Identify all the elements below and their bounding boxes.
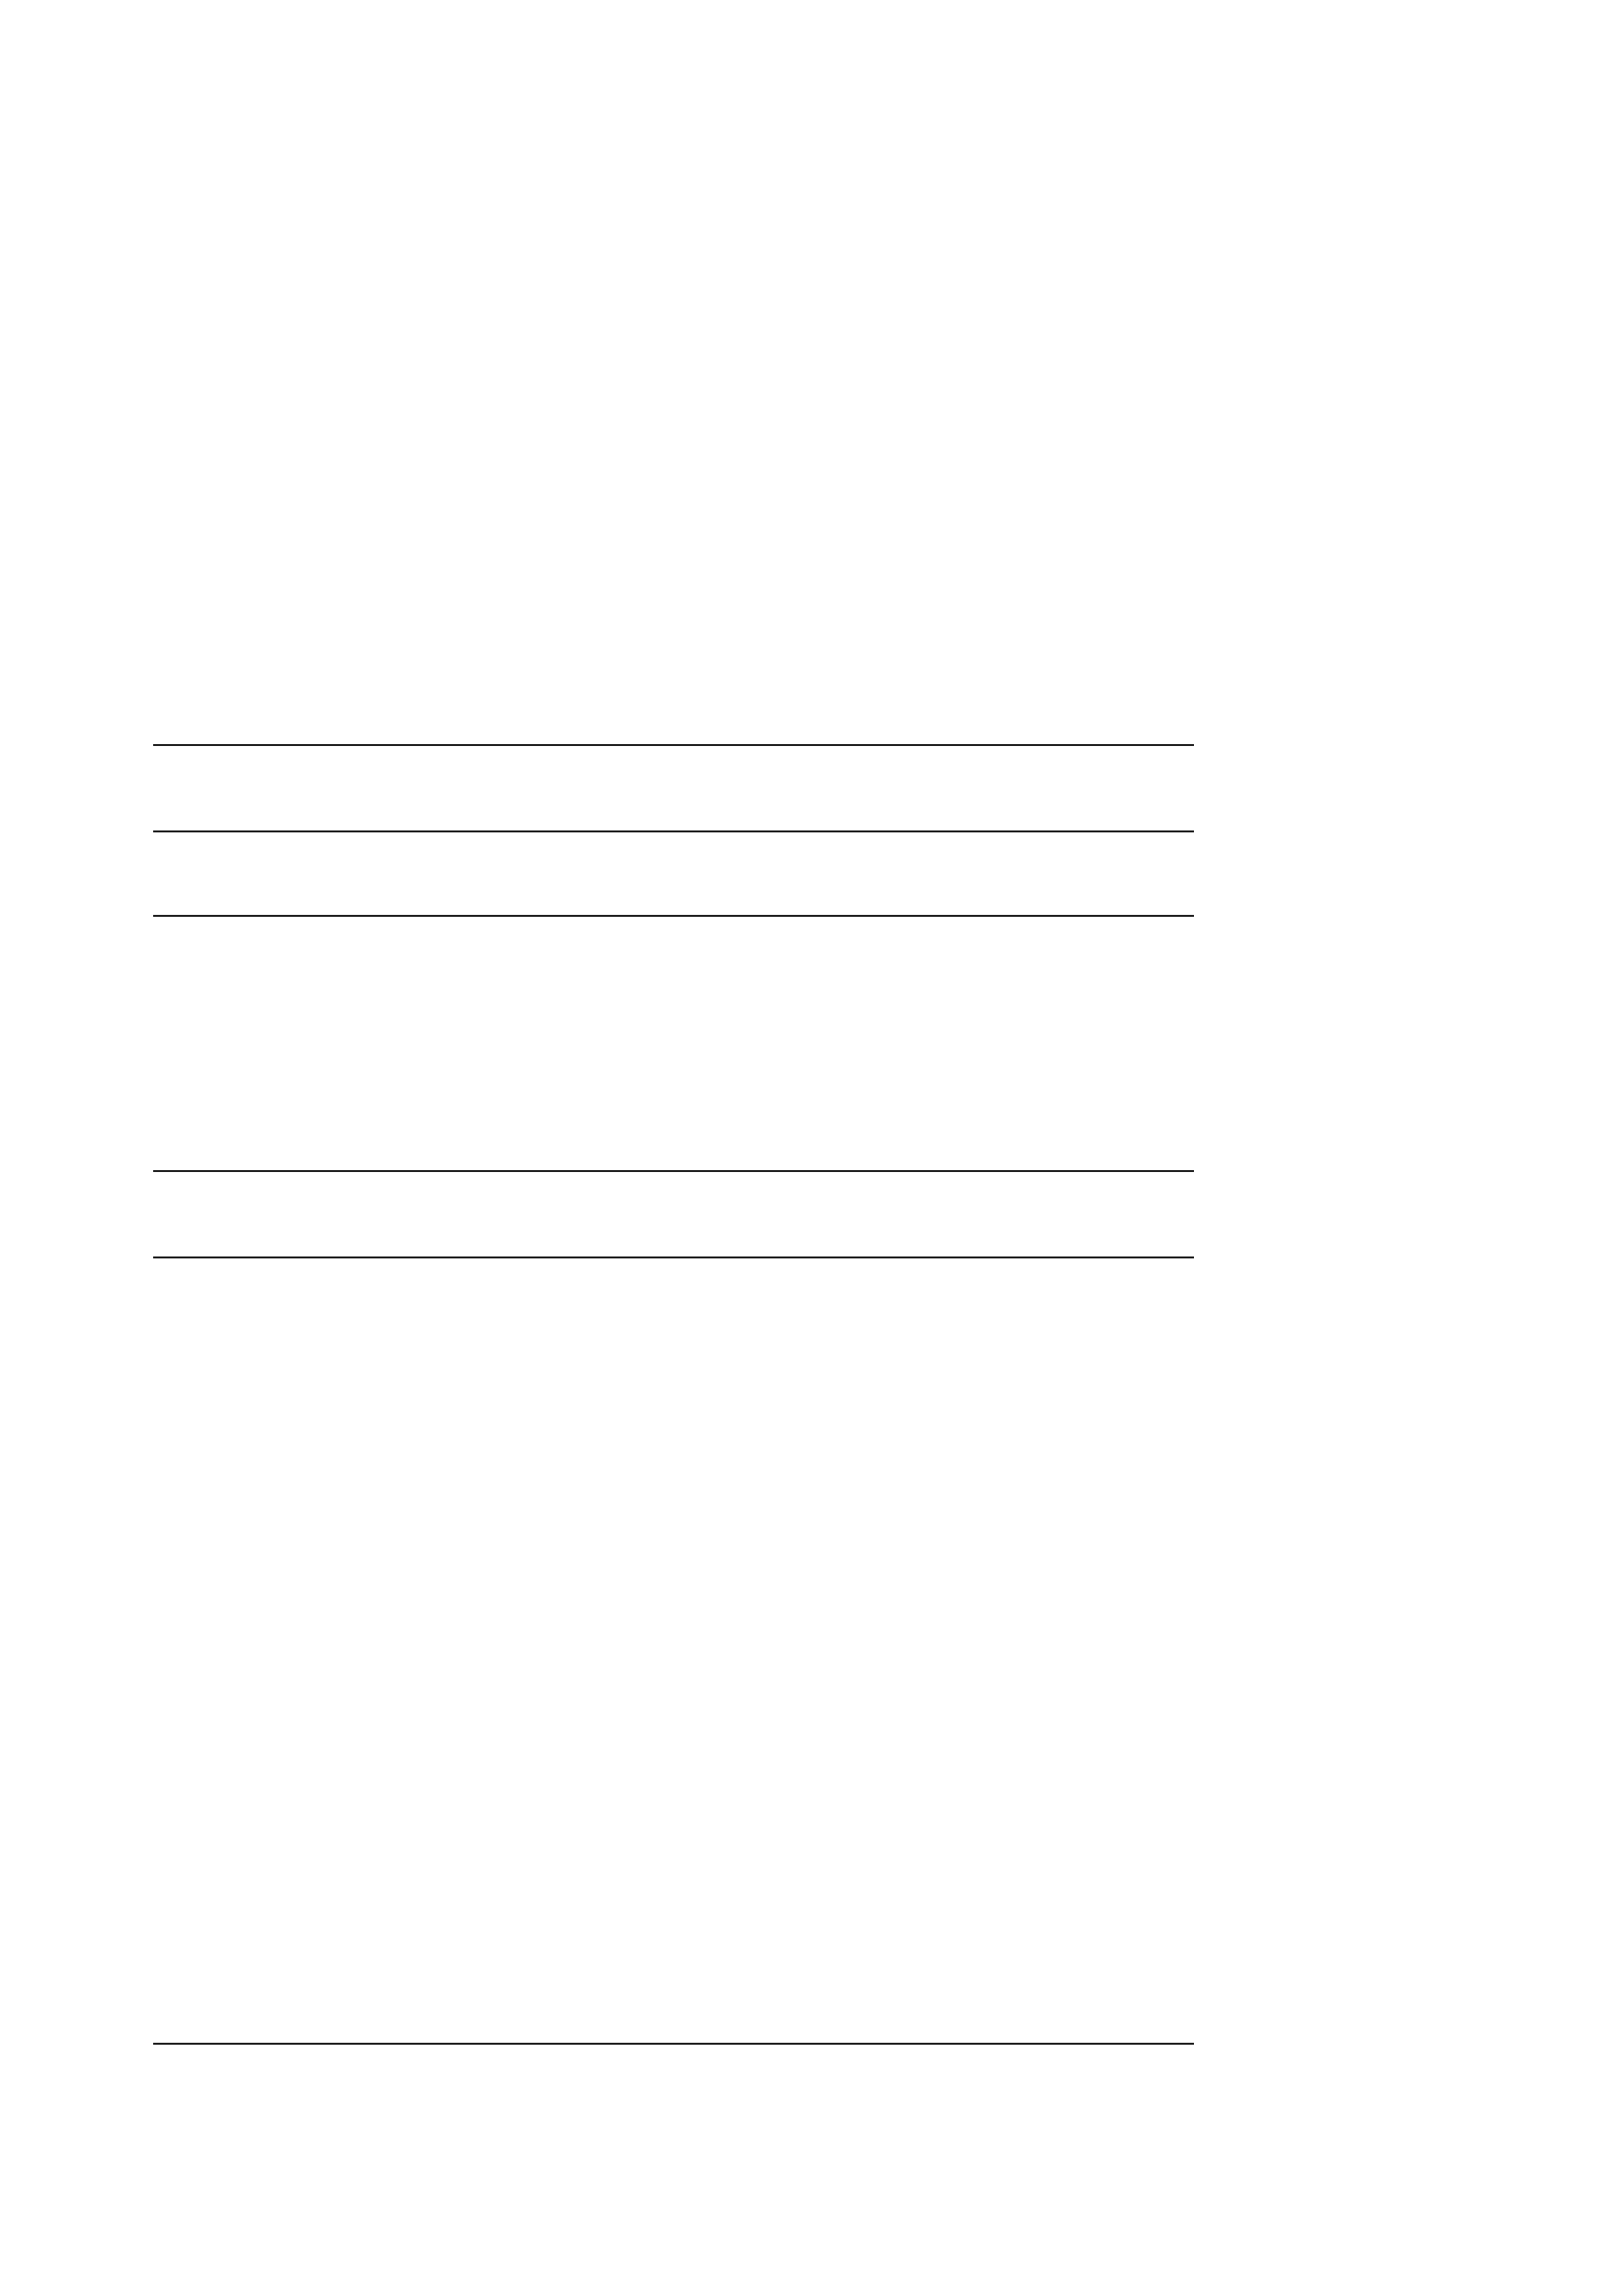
best10-subtitle [153, 1043, 1194, 1081]
divider [153, 1256, 1194, 1258]
total-line [153, 450, 1587, 487]
divider [153, 830, 1194, 832]
divider [153, 1170, 1194, 1172]
best10-table-header [153, 1176, 1194, 1213]
total-line [153, 412, 1587, 450]
club-table-header [153, 750, 1194, 787]
divider [153, 744, 1194, 746]
best10-title [153, 1000, 1194, 1038]
divider [153, 2043, 1194, 2045]
divider [153, 915, 1194, 917]
best10-category-line [153, 1087, 1194, 1124]
total-line [153, 487, 1587, 524]
